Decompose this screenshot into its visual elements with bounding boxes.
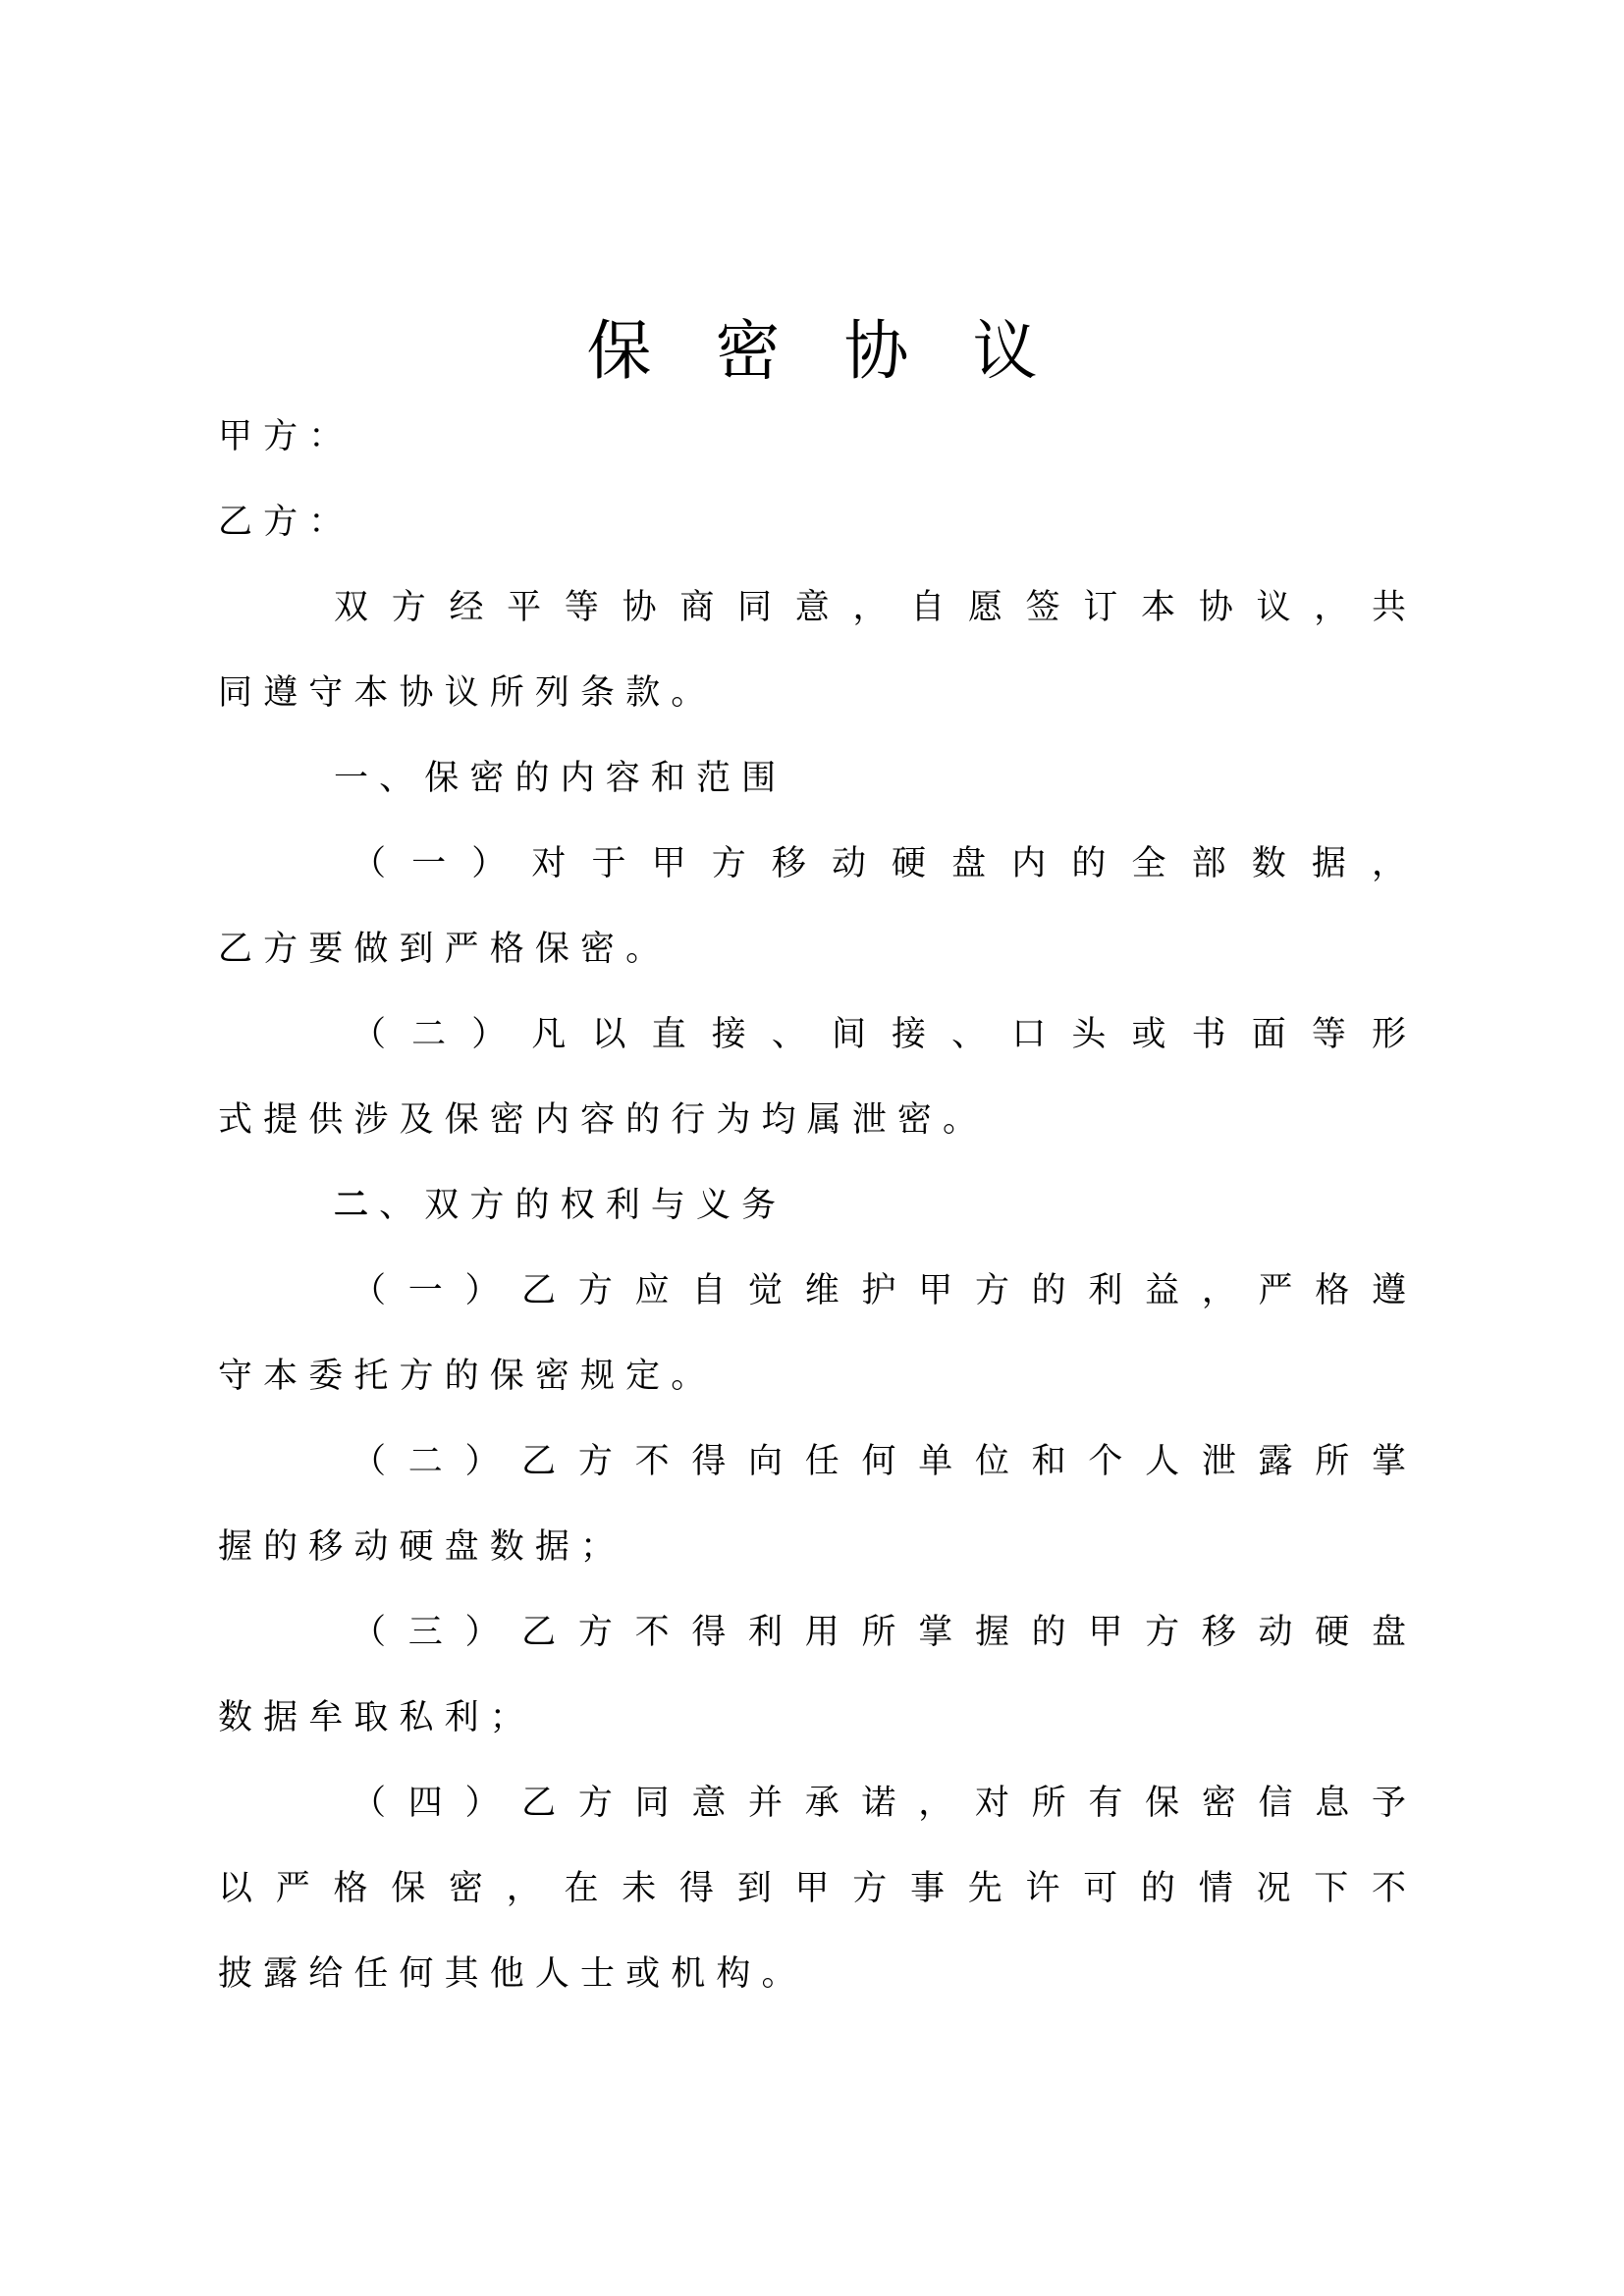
- clause-line: （ 一 ） 乙 方 应 自 觉 维 护 甲 方 的 利 益 ， 严 格 遵: [352, 1271, 1406, 1310]
- intro-paragraph-line: 同 遵 守 本 协 议 所 列 条 款 。: [218, 673, 706, 713]
- clause-line: 乙 方 要 做 到 严 格 保 密 。: [218, 930, 661, 969]
- section2-heading-text: 、 双 方 的 权 利 与 义 务: [368, 1186, 777, 1225]
- clause-line: 以 严 格 保 密 ， 在 未 得 到 甲 方 事 先 许 可 的 情 况 下 不: [218, 1869, 1406, 1908]
- party-b-label: 乙 方 ：: [218, 503, 344, 542]
- section1-heading: 一 、 保 密 的 内 容 和 范 围: [334, 759, 777, 798]
- party-a-label: 甲 方 ：: [218, 417, 344, 456]
- clause-line: 握 的 移 动 硬 盘 数 据 ；: [218, 1527, 616, 1567]
- intro-paragraph-line: 双 方 经 平 等 协 商 同 意 ， 自 愿 签 订 本 协 议 ， 共: [334, 588, 1406, 627]
- clause-line: （ 二 ） 凡 以 直 接 、 间 接 、 口 头 或 书 面 等 形: [352, 1015, 1406, 1054]
- clause-line: （ 四 ） 乙 方 同 意 并 承 诺 ， 对 所 有 保 密 信 息 予: [352, 1784, 1406, 1823]
- clause-line: 式 提 供 涉 及 保 密 内 容 的 行 为 均 属 泄 密 。: [218, 1100, 978, 1140]
- clause-line: 数 据 牟 取 私 利 ；: [218, 1698, 524, 1737]
- section2-heading-number: 二: [334, 1186, 369, 1225]
- clause-line: 披 露 给 任 何 其 他 人 士 或 机 构 。: [218, 1954, 796, 1994]
- document-title: 保 密 协 议: [586, 313, 1059, 389]
- clause-line: 守 本 委 托 方 的 保 密 规 定 。: [218, 1357, 706, 1396]
- clause-line: （ 一 ） 对 于 甲 方 移 动 硬 盘 内 的 全 部 数 据 ，: [352, 844, 1406, 883]
- clause-line: （ 三 ） 乙 方 不 得 利 用 所 掌 握 的 甲 方 移 动 硬 盘: [352, 1613, 1406, 1652]
- clause-line: （ 二 ） 乙 方 不 得 向 任 何 单 位 和 个 人 泄 露 所 掌: [352, 1442, 1406, 1481]
- section2-heading: [334, 1181, 1406, 1230]
